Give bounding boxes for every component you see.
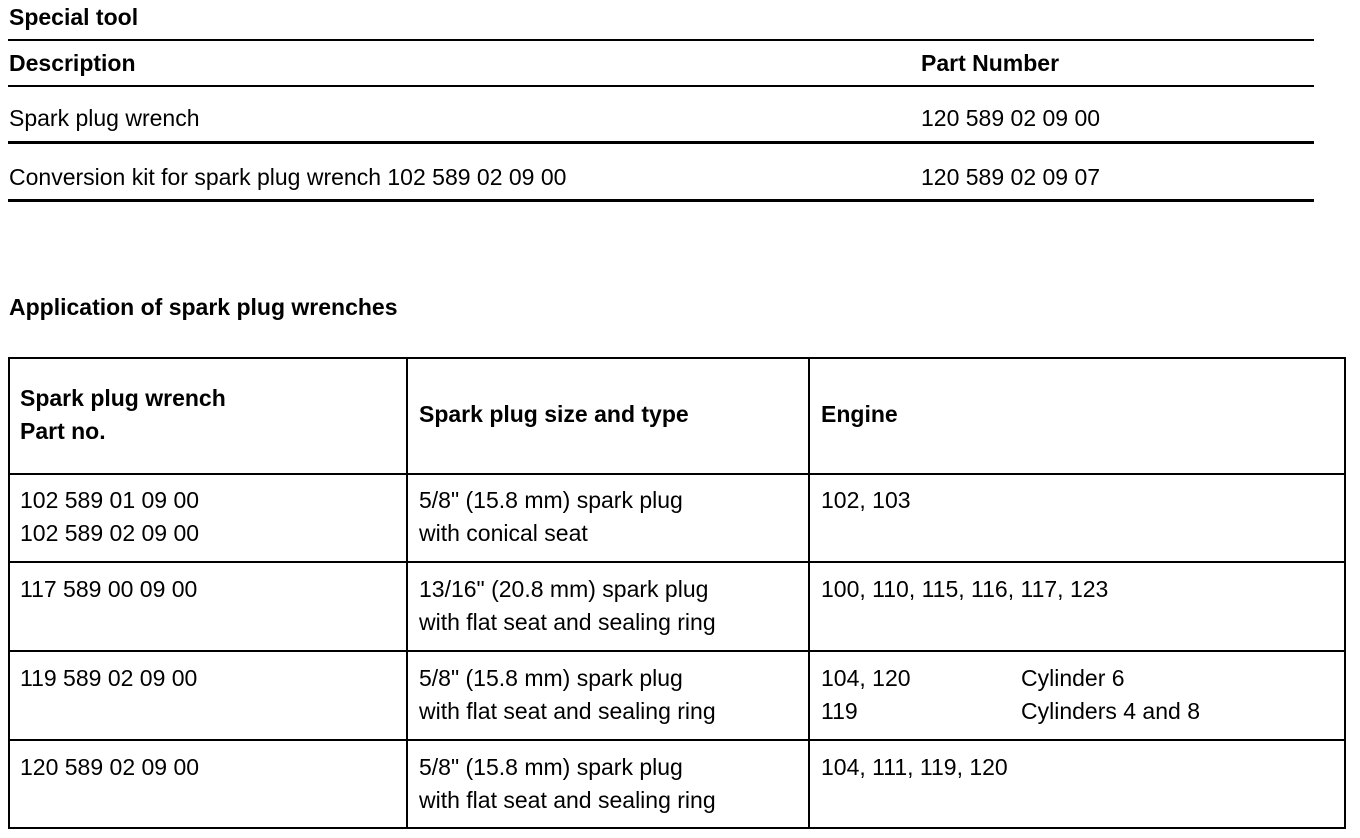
size-line: 5/8" (15.8 mm) spark plug — [419, 754, 683, 780]
wrench-part-numbers — [20, 484, 199, 550]
engine-models — [821, 662, 911, 728]
special-tool-title: Special tool — [9, 4, 139, 30]
divider — [8, 199, 1314, 202]
wrench-part-number: 119 589 02 09 00 — [20, 665, 198, 691]
spark-plug-size — [419, 573, 716, 639]
description-column-header: Description — [9, 50, 136, 76]
engine-note: Cylinders 4 and 8 — [1021, 698, 1200, 724]
wrench-part-number: 117 589 00 09 00 — [20, 576, 198, 602]
tool-part-number: 120 589 02 09 07 — [921, 164, 1101, 190]
spark-plug-size — [419, 751, 716, 817]
size-line: with flat seat and sealing ring — [419, 698, 716, 724]
spark-plug-size — [419, 662, 716, 728]
spark-plug-size — [419, 484, 683, 550]
column-divider — [808, 359, 810, 827]
divider — [8, 85, 1314, 87]
header-size: Spark plug size and type — [419, 401, 689, 427]
engine-models-line: 104, 120 — [821, 665, 911, 691]
application-title: Application of spark plug wrenches — [9, 294, 398, 320]
tool-description: Conversion kit for spark plug wrench 102 589 02 09 00 — [9, 164, 567, 190]
header-wrench — [20, 382, 226, 448]
application-table — [8, 357, 1346, 829]
row-divider — [10, 561, 1344, 563]
wrench-part-number: 120 589 02 09 00 — [20, 754, 200, 780]
part-number-column-header: Part Number — [921, 50, 1060, 76]
divider — [8, 141, 1314, 144]
header-wrench-line: Part no. — [20, 418, 106, 444]
header-engine: Engine — [821, 401, 898, 427]
engine-models: 104, 111, 119, 120 — [821, 754, 1008, 780]
size-line: with conical seat — [419, 520, 588, 546]
row-divider — [10, 473, 1344, 475]
engine-models-line: 119 — [821, 698, 858, 724]
size-line: 5/8" (15.8 mm) spark plug — [419, 487, 683, 513]
row-divider — [10, 650, 1344, 652]
wrench-part-number: 102 589 02 09 00 — [20, 520, 200, 546]
header-wrench-line: Spark plug wrench — [20, 385, 226, 411]
wrench-part-number: 102 589 01 09 00 — [20, 487, 200, 513]
tool-description: Spark plug wrench — [9, 105, 200, 131]
size-line: 13/16" (20.8 mm) spark plug — [419, 576, 709, 602]
engine-models: 102, 103 — [821, 487, 911, 513]
engine-notes — [1021, 662, 1200, 728]
engine-models: 100, 110, 115, 116, 117, 123 — [821, 576, 1109, 602]
size-line: with flat seat and sealing ring — [419, 787, 716, 813]
engine-note: Cylinder 6 — [1021, 665, 1125, 691]
column-divider — [406, 359, 408, 827]
row-divider — [10, 739, 1344, 741]
size-line: 5/8" (15.8 mm) spark plug — [419, 665, 683, 691]
size-line: with flat seat and sealing ring — [419, 609, 716, 635]
divider — [8, 39, 1314, 41]
tool-part-number: 120 589 02 09 00 — [921, 105, 1101, 131]
